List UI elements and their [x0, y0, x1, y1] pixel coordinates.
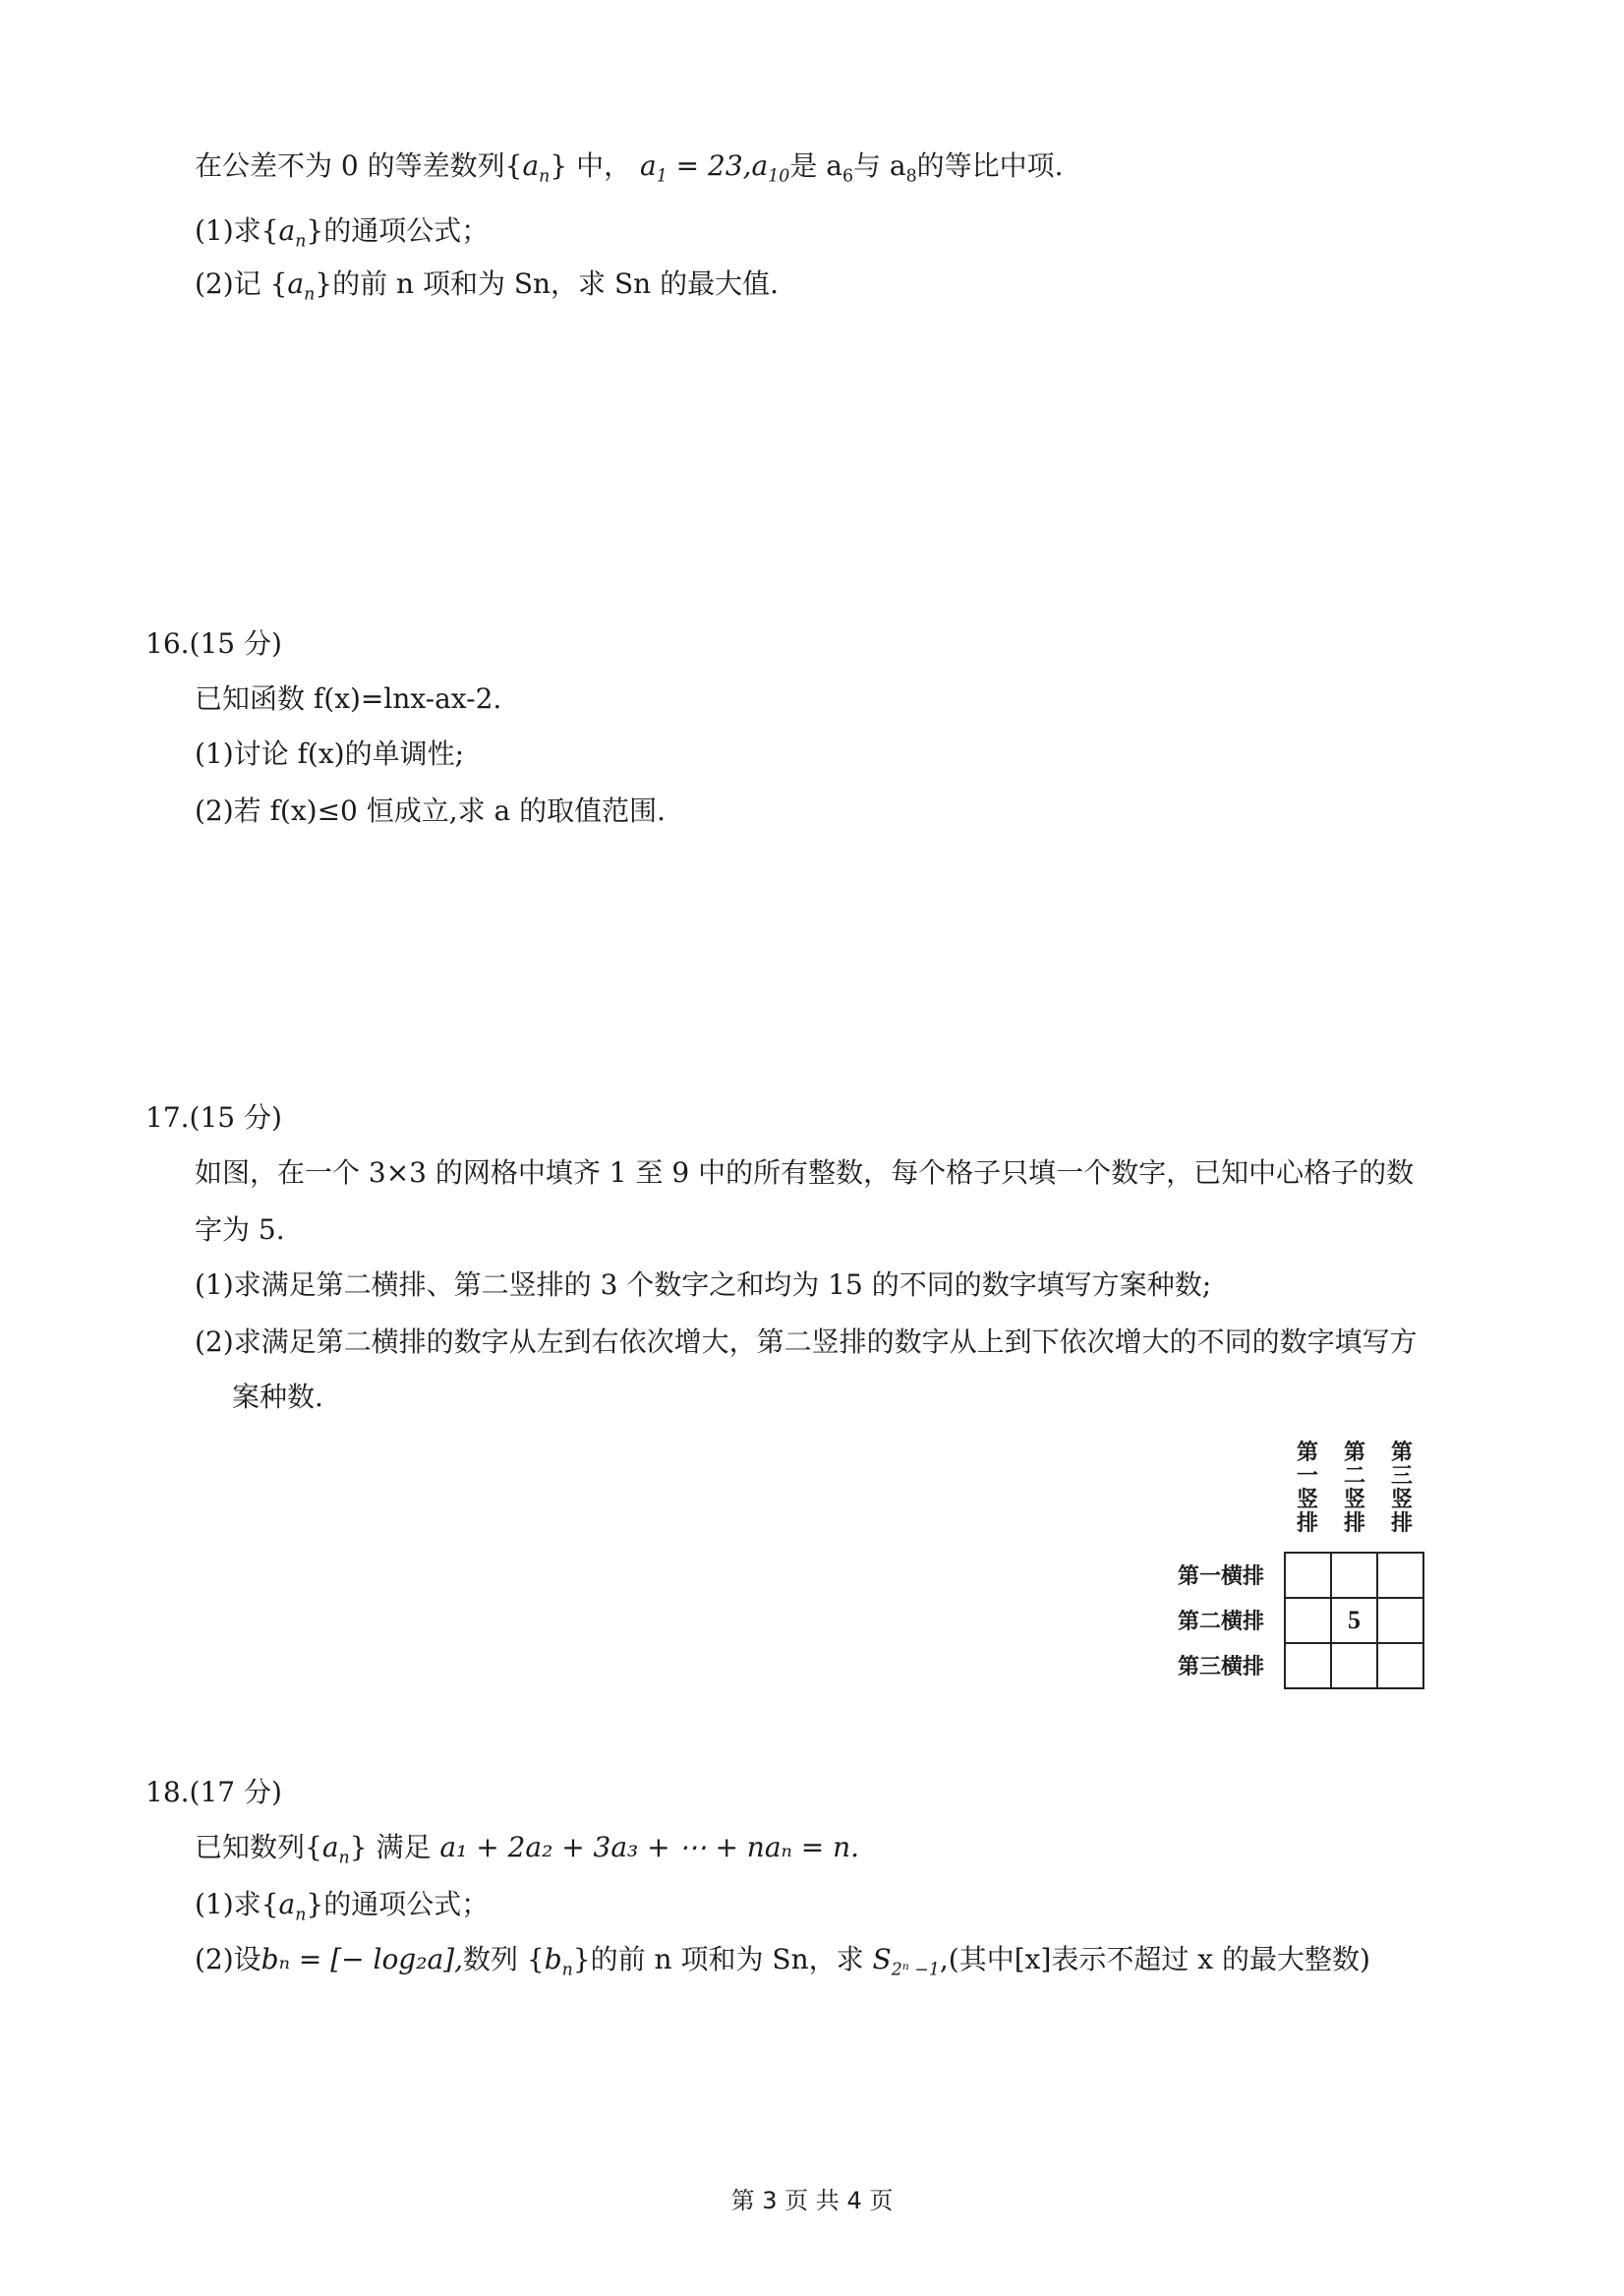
- row-header-1: 第一横排: [1178, 1564, 1265, 1589]
- grid-cell-center: 5: [1331, 1598, 1377, 1643]
- q15-part2: (2)记 $\{a_n\}$的前 n 项和为 Sn，求 Sn 的最大值.: [195, 267, 779, 305]
- grid-row: [1285, 1598, 1423, 1643]
- col-header-3: 第 三 竖 排: [1390, 1441, 1413, 1536]
- number-grid: [1284, 1552, 1424, 1689]
- eq-a1: $a_1 = 23,a_{10}$: [640, 149, 790, 187]
- grid-row: [1285, 1643, 1423, 1688]
- q16-number: 16.(15 分): [145, 627, 282, 660]
- grid-cell: [1377, 1598, 1423, 1643]
- col-header-1: 第 一 竖 排: [1296, 1441, 1318, 1536]
- q17-stem-line1: 如图，在一个 3×3 的网格中填齐 1 至 9 中的所有整数，每个格子只填一个数字，已知中心格子的数: [195, 1156, 1415, 1189]
- q17-part1: (1)求满足第二横排、第二竖排的 3 个数字之和均为 15 的不同的数字填写方案种数;: [195, 1268, 1212, 1301]
- grid-cell: [1285, 1553, 1331, 1598]
- grid-cell: [1331, 1553, 1377, 1598]
- q16-stem: 已知函数 f(x)=lnx-ax-2.: [195, 682, 502, 715]
- grid-cell: [1285, 1643, 1331, 1688]
- q18-part2: (2)设bₙ = [− log₂a],数列 $\{b_n\}$的前 n 项和为 Sn，求 $S_{2^n -1}$,(其中[x]表示不超过 x 的最大整数): [195, 1943, 1370, 1980]
- grid-row: [1285, 1553, 1423, 1598]
- q16-part1: (1)讨论 f(x)的单调性;: [195, 737, 464, 770]
- grid-cell: [1285, 1598, 1331, 1643]
- q17-stem-line2: 字为 5.: [195, 1213, 285, 1246]
- seq-brace: $\{a_n\}$: [504, 149, 568, 187]
- q16-part2: (2)若 f(x)≤0 恒成立,求 a 的取值范围.: [195, 795, 667, 827]
- grid-cell: [1331, 1643, 1377, 1688]
- q17-part2-line1: (2)求满足第二横排的数字从左到右依次增大，第二竖排的数字从上到下依次增大的不同的数字填写方: [195, 1325, 1418, 1358]
- grid-figure: [1178, 1436, 1433, 1701]
- q18-number: 18.(17 分): [145, 1776, 282, 1808]
- q18-part1: (1)求$\{a_n\}$的通项公式；: [195, 1888, 490, 1925]
- row-header-2: 第二横排: [1178, 1610, 1265, 1634]
- q17-part2-line2: 案种数.: [232, 1381, 323, 1413]
- q18-stem: 已知数列$\{a_n\}$ 满足 a₁ + 2a₂ + 3a₃ + ⋯ + naₙ = n.: [195, 1831, 860, 1868]
- col-header-2: 第 二 竖 排: [1343, 1441, 1365, 1536]
- page-footer: 第 3 页 共 4 页: [730, 2187, 894, 2214]
- q15-stem: 在公差不为 0 的等差数列$\{a_n\}$ 中， $a_1 = 23,a_{10}$是 $a_6$与 $a_8$的等比中项.: [195, 149, 1064, 187]
- grid-cell: [1377, 1643, 1423, 1688]
- q17-number: 17.(15 分): [145, 1101, 282, 1134]
- grid-cell: [1377, 1553, 1423, 1598]
- q15-part1: (1)求$\{a_n\}$的通项公式；: [195, 214, 490, 252]
- row-header-3: 第三横排: [1178, 1655, 1265, 1679]
